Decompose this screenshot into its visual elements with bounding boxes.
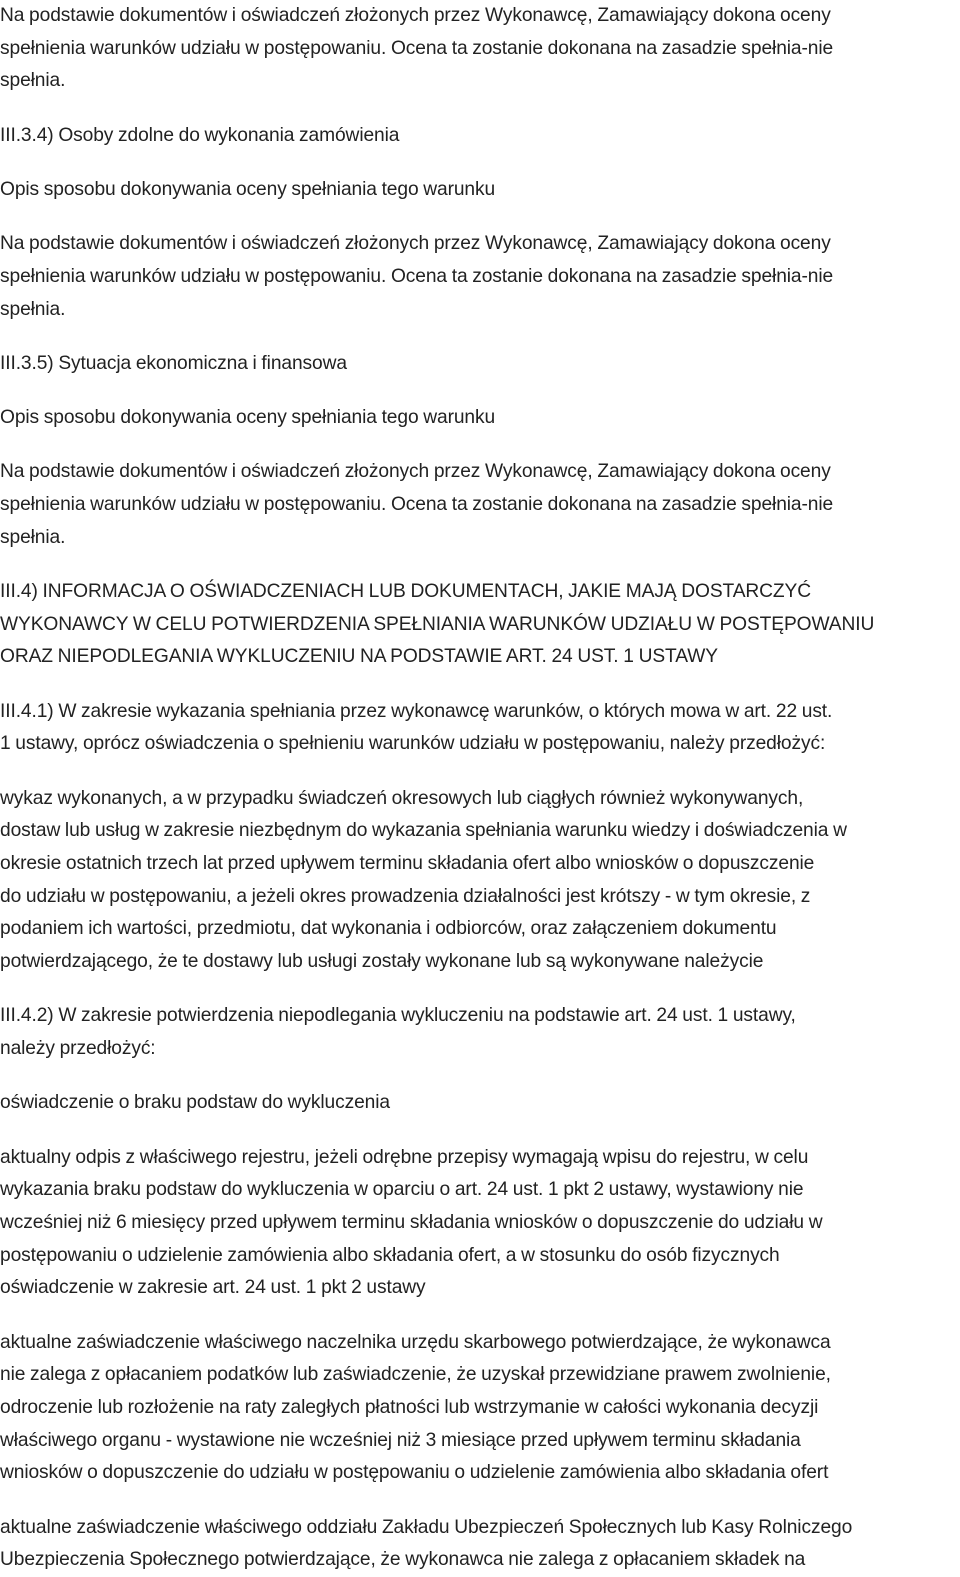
paragraph-evaluation-1 [0,0,960,98]
section-heading-III-3-4 [0,120,960,153]
text-line: do udziału w postępowaniu, a jeżeli okres prowadzenia działalności jest krótszy - w tym okresie, z [0,885,811,907]
text-line: spełnienia warunków udziału w postępowaniu. Ocena ta zostanie dokonana na zasadzie spełnia-nie [0,494,834,516]
section-heading-III-4 [0,576,960,674]
text-line: wykaz wykonanych, a w przypadku świadczeń okresowych lub ciągłych również wykonywanych, [0,787,804,809]
text-line: oświadczenie o braku podstaw do wykluczenia [0,1092,390,1114]
paragraph-method-label-2 [0,402,960,435]
text-line: Opis sposobu dokonywania oceny spełniania tego warunku [0,178,496,200]
paragraph-tax-certificate [0,1327,960,1490]
text-line: spełnia. [0,70,66,92]
heading-text: ORAZ NIEPODLEGANIA WYKLUCZENIU NA PODSTAWIE ART. 24 UST. 1 USTAWY [0,646,718,668]
heading-text: WYKONAWCY W CELU POTWIERDZENIA SPEŁNIANIA WARUNKÓW UDZIAŁU W POSTĘPOWANIU [0,613,875,635]
text-line: Opis sposobu dokonywania oceny spełniania tego warunku [0,407,496,429]
heading-text: III.4) INFORMACJA O OŚWIADCZENIACH LUB DOKUMENTACH, JAKIE MAJĄ DOSTARCZYĆ [0,581,811,603]
paragraph-evaluation-3 [0,456,960,554]
text-line: nie zalega z opłacaniem podatków lub zaświadczenie, że uzyskał przewidziane prawem zwolnienie, [0,1364,831,1386]
paragraph-exclusion-statement [0,1087,960,1120]
text-line: Na podstawie dokumentów i oświadczeń złożonych przez Wykonawcę, Zamawiający dokona oceny [0,5,831,26]
text-line: wykazania braku podstaw do wykluczenia w oparciu o art. 24 ust. 1 pkt 2 ustawy, wystawiony nie [0,1179,804,1201]
text-line: oświadczenie w zakresie art. 24 ust. 1 pkt 2 ustawy [0,1277,426,1299]
heading-text: III.3.4) Osoby zdolne do wykonania zamówienia [0,124,400,146]
text-line: właściwego organu - wystawione nie wcześniej niż 3 miesiące przed upływem terminu składania [0,1429,801,1451]
text-line: III.4.2) W zakresie potwierdzenia niepodlegania wykluczeniu na podstawie art. 24 ust. 1 ustawy, [0,1005,796,1027]
text-line: III.4.1) W zakresie wykazania spełniania przez wykonawcę warunków, o których mowa w art. 22 ust. [0,700,833,722]
text-line: spełnienia warunków udziału w postępowaniu. Ocena ta zostanie dokonana na zasadzie spełnia-nie [0,37,834,59]
text-line: odroczenie lub rozłożenie na raty zaległych płatności lub wstrzymanie w całości wykonania decyzji [0,1397,819,1419]
text-line: Na podstawie dokumentów i oświadczeń złożonych przez Wykonawcę, Zamawiający dokona oceny [0,461,831,483]
heading-text: III.3.5) Sytuacja ekonomiczna i finansowa [0,352,347,374]
paragraph-work-list [0,783,960,979]
text-line: spełnienia warunków udziału w postępowaniu. Ocena ta zostanie dokonana na zasadzie spełnia-nie [0,265,834,287]
text-line: postępowaniu o udzielenie zamówienia albo składania ofert, a w stosunku do osób fizycznych [0,1244,780,1266]
text-line: okresie ostatnich trzech lat przed upływem terminu składania ofert albo wniosków o dopuszczenie [0,853,815,875]
paragraph-method-label-1 [0,174,960,207]
text-line: dostaw lub usług w zakresie niezbędnym do wykazania spełniania warunku wiedzy i doświadczenia w [0,820,847,842]
text-line: Ubezpieczenia Społecznego potwierdzające, że wykonawca nie zalega z opłacaniem składek na [0,1549,806,1571]
paragraph-register-extract [0,1142,960,1305]
text-line: wniosków o dopuszczenie do udziału w postępowaniu o udzielenie zamówienia albo składania ofert [0,1462,829,1484]
section-heading-III-4-1 [0,696,960,761]
paragraph-zus-certificate [0,1512,960,1577]
text-line: aktualne zaświadczenie właściwego oddziału Zakładu Ubezpieczeń Społecznych lub Kasy Rolniczego [0,1516,853,1538]
text-line: spełnia. [0,526,66,548]
text-line: potwierdzającego, że te dostawy lub usługi zostały wykonane lub są wykonywane należycie [0,951,764,973]
section-heading-III-4-2 [0,1000,960,1065]
text-line: aktualne zaświadczenie właściwego naczelnika urzędu skarbowego potwierdzające, że wykonawca [0,1331,831,1353]
text-line: podaniem ich wartości, przedmiotu, dat wykonania i odbiorców, oraz załączeniem dokumentu [0,918,777,940]
text-line: wcześniej niż 6 miesięcy przed upływem terminu składania wniosków o dopuszczenie do udziału w [0,1212,823,1234]
section-heading-III-3-5 [0,348,960,381]
paragraph-evaluation-2 [0,228,960,326]
text-line: Na podstawie dokumentów i oświadczeń złożonych przez Wykonawcę, Zamawiający dokona oceny [0,233,831,255]
text-line: 1 ustawy, oprócz oświadczenia o spełnieniu warunków udziału w postępowaniu, należy przedłożyć: [0,733,826,755]
text-line: aktualny odpis z właściwego rejestru, jeżeli odrębne przepisy wymagają wpisu do rejestru, w celu [0,1146,809,1168]
text-line: należy przedłożyć: [0,1038,156,1060]
text-line: spełnia. [0,298,66,320]
